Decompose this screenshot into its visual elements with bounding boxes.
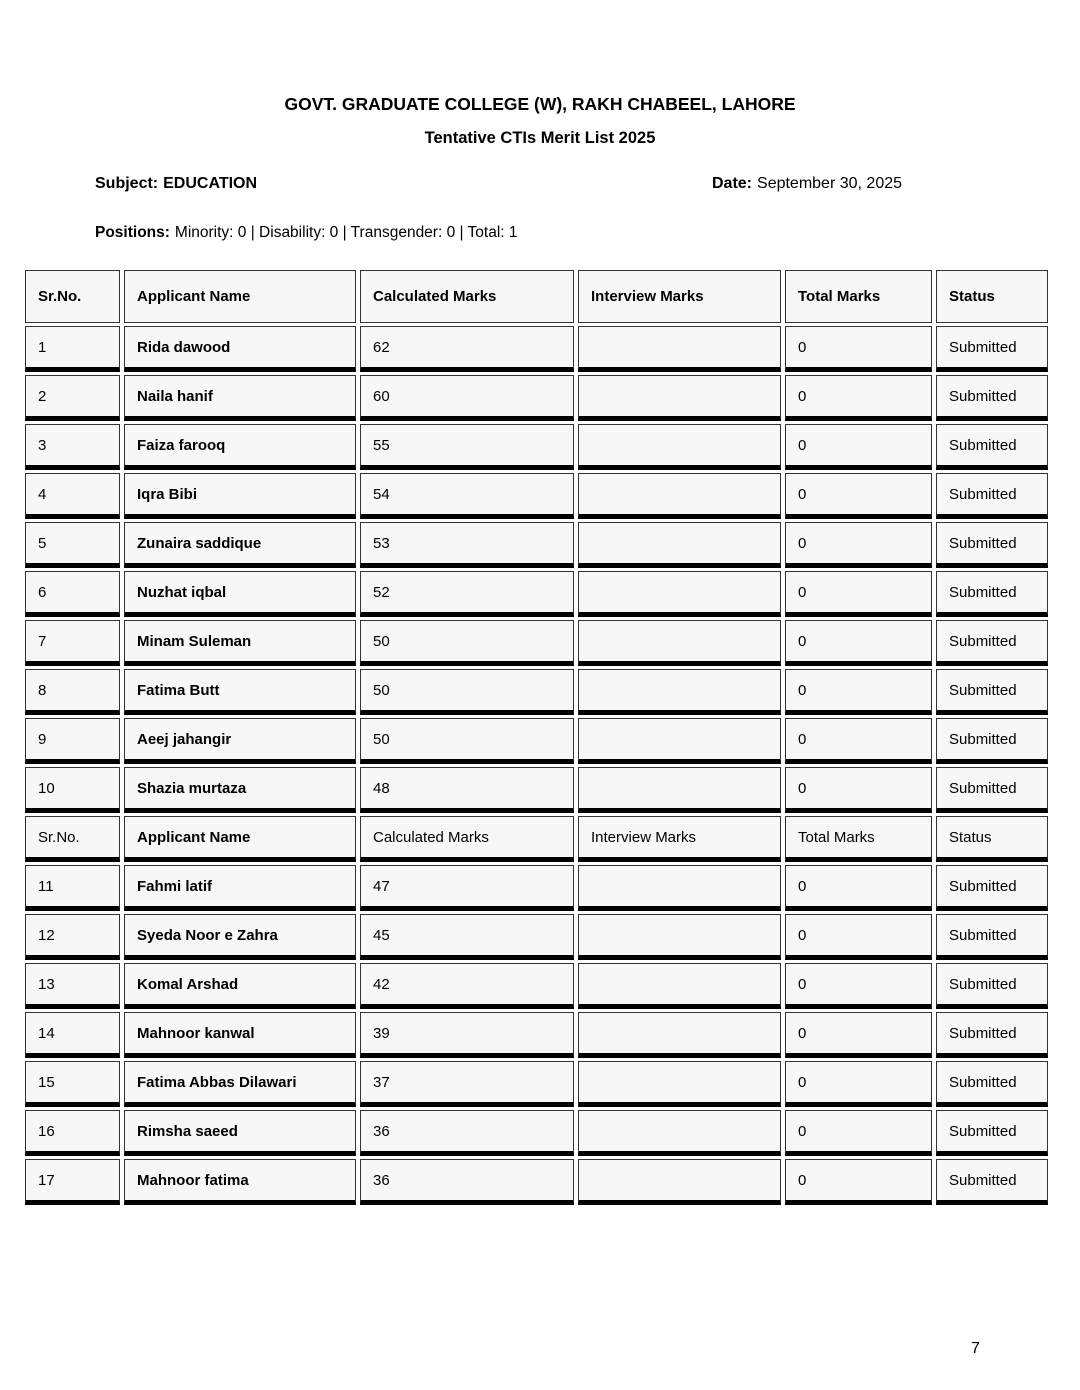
total-marks-cell: 0	[785, 669, 932, 715]
calculated-marks-cell: 50	[360, 718, 574, 764]
interview-marks-cell	[578, 473, 781, 519]
sr-no-cell: 17	[25, 1159, 120, 1205]
calculated-marks-cell: 47	[360, 865, 574, 911]
calculated-marks-cell: 42	[360, 963, 574, 1009]
total-marks-cell: 0	[785, 914, 932, 960]
column-header: Total Marks	[785, 270, 932, 323]
sr-no-cell: 2	[25, 375, 120, 421]
interview-marks-cell	[578, 767, 781, 813]
table-row	[25, 963, 1048, 1009]
interview-marks-cell	[578, 718, 781, 764]
sr-no-cell: 10	[25, 767, 120, 813]
status-cell: Submitted	[936, 1159, 1048, 1205]
table-row	[25, 571, 1048, 617]
interview-marks-cell	[578, 1061, 781, 1107]
calculated-marks-cell: 36	[360, 1110, 574, 1156]
total-marks-cell: 0	[785, 522, 932, 568]
positions-label: Positions:	[95, 224, 170, 241]
applicant-name-cell: Iqra Bibi	[124, 473, 356, 519]
sr-no-cell: 4	[25, 473, 120, 519]
total-marks-cell: 0	[785, 571, 932, 617]
calculated-marks-cell: 39	[360, 1012, 574, 1058]
table-row	[25, 473, 1048, 519]
repeated-column-header: Calculated Marks	[360, 816, 574, 862]
interview-marks-cell	[578, 620, 781, 666]
interview-marks-cell	[578, 1012, 781, 1058]
table-row	[25, 669, 1048, 715]
table-row	[25, 375, 1048, 421]
calculated-marks-cell: 54	[360, 473, 574, 519]
calculated-marks-cell: 62	[360, 326, 574, 372]
subject-label: Subject:	[95, 175, 159, 192]
total-marks-cell: 0	[785, 1110, 932, 1156]
interview-marks-cell	[578, 1159, 781, 1205]
applicant-name-cell: Faiza farooq	[124, 424, 356, 470]
total-marks-cell: 0	[785, 1012, 932, 1058]
repeated-column-header: Sr.No.	[25, 816, 120, 862]
column-header: Calculated Marks	[360, 270, 574, 323]
calculated-marks-cell: 50	[360, 669, 574, 715]
table-row	[25, 914, 1048, 960]
positions-line	[95, 224, 518, 242]
sr-no-cell: 14	[25, 1012, 120, 1058]
calculated-marks-cell: 48	[360, 767, 574, 813]
table-row	[25, 1061, 1048, 1107]
applicant-name-cell: Syeda Noor e Zahra	[124, 914, 356, 960]
status-cell: Submitted	[936, 571, 1048, 617]
status-cell: Submitted	[936, 473, 1048, 519]
sr-no-cell: 6	[25, 571, 120, 617]
applicant-name-cell: Naila hanif	[124, 375, 356, 421]
calculated-marks-cell: 52	[360, 571, 574, 617]
status-cell: Submitted	[936, 865, 1048, 911]
interview-marks-cell	[578, 865, 781, 911]
total-marks-cell: 0	[785, 424, 932, 470]
calculated-marks-cell: 50	[360, 620, 574, 666]
column-header: Sr.No.	[25, 270, 120, 323]
applicant-name-cell: Rida dawood	[124, 326, 356, 372]
table-row	[25, 865, 1048, 911]
applicant-name-cell: Minam Suleman	[124, 620, 356, 666]
subject-value: EDUCATION	[163, 175, 258, 192]
calculated-marks-cell: 53	[360, 522, 574, 568]
interview-marks-cell	[578, 375, 781, 421]
column-header: Applicant Name	[124, 270, 356, 323]
applicant-name-cell: Komal Arshad	[124, 963, 356, 1009]
status-cell: Submitted	[936, 1110, 1048, 1156]
interview-marks-cell	[578, 669, 781, 715]
page-number: 7	[971, 1340, 980, 1357]
applicant-name-cell: Mahnoor fatima	[124, 1159, 356, 1205]
college-title: GOVT. GRADUATE COLLEGE (W), RAKH CHABEEL, LAHORE	[284, 94, 796, 114]
applicant-name-cell: Fatima Abbas Dilawari	[124, 1061, 356, 1107]
interview-marks-cell	[578, 326, 781, 372]
merit-list-table	[21, 267, 1052, 1208]
subject-line	[95, 175, 257, 193]
applicant-name-cell: Zunaira saddique	[124, 522, 356, 568]
applicant-name-cell: Fatima Butt	[124, 669, 356, 715]
calculated-marks-cell: 60	[360, 375, 574, 421]
total-marks-cell: 0	[785, 375, 932, 421]
table-row	[25, 620, 1048, 666]
total-marks-cell: 0	[785, 1061, 932, 1107]
total-marks-cell: 0	[785, 767, 932, 813]
total-marks-cell: 0	[785, 963, 932, 1009]
status-cell: Submitted	[936, 1012, 1048, 1058]
calculated-marks-cell: 36	[360, 1159, 574, 1205]
sr-no-cell: 1	[25, 326, 120, 372]
table-row	[25, 1012, 1048, 1058]
applicant-name-cell: Nuzhat iqbal	[124, 571, 356, 617]
calculated-marks-cell: 45	[360, 914, 574, 960]
column-header: Status	[936, 270, 1048, 323]
total-marks-cell: 0	[785, 718, 932, 764]
status-cell: Submitted	[936, 620, 1048, 666]
total-marks-cell: 0	[785, 1159, 932, 1205]
calculated-marks-cell: 55	[360, 424, 574, 470]
applicant-name-cell: Fahmi latif	[124, 865, 356, 911]
total-marks-cell: 0	[785, 620, 932, 666]
table-header-row	[25, 270, 1048, 323]
interview-marks-cell	[578, 963, 781, 1009]
table-row	[25, 1159, 1048, 1205]
interview-marks-cell	[578, 914, 781, 960]
status-cell: Submitted	[936, 718, 1048, 764]
date-value: September 30, 2025	[757, 175, 903, 192]
status-cell: Submitted	[936, 963, 1048, 1009]
repeated-column-header: Interview Marks	[578, 816, 781, 862]
table-row	[25, 326, 1048, 372]
positions-value: Minority: 0 | Disability: 0 | Transgender: 0 | Total: 1	[174, 224, 518, 241]
applicant-name-cell: Aeej jahangir	[124, 718, 356, 764]
status-cell: Submitted	[936, 326, 1048, 372]
sr-no-cell: 15	[25, 1061, 120, 1107]
interview-marks-cell	[578, 1110, 781, 1156]
sr-no-cell: 16	[25, 1110, 120, 1156]
table-row	[25, 767, 1048, 813]
status-cell: Submitted	[936, 767, 1048, 813]
status-cell: Submitted	[936, 914, 1048, 960]
total-marks-cell: 0	[785, 865, 932, 911]
status-cell: Submitted	[936, 669, 1048, 715]
status-cell: Submitted	[936, 424, 1048, 470]
sr-no-cell: 7	[25, 620, 120, 666]
sr-no-cell: 9	[25, 718, 120, 764]
total-marks-cell: 0	[785, 326, 932, 372]
applicant-name-cell: Shazia murtaza	[124, 767, 356, 813]
calculated-marks-cell: 37	[360, 1061, 574, 1107]
status-cell: Submitted	[936, 522, 1048, 568]
column-header: Interview Marks	[578, 270, 781, 323]
applicant-name-cell: Mahnoor kanwal	[124, 1012, 356, 1058]
sr-no-cell: 12	[25, 914, 120, 960]
interview-marks-cell	[578, 571, 781, 617]
interview-marks-cell	[578, 424, 781, 470]
sr-no-cell: 8	[25, 669, 120, 715]
date-line	[712, 175, 902, 193]
repeated-column-header: Total Marks	[785, 816, 932, 862]
status-cell: Submitted	[936, 375, 1048, 421]
applicant-name-cell: Rimsha saeed	[124, 1110, 356, 1156]
document-subtitle: Tentative CTIs Merit List 2025	[424, 129, 656, 147]
sr-no-cell: 11	[25, 865, 120, 911]
status-cell: Submitted	[936, 1061, 1048, 1107]
table-row	[25, 522, 1048, 568]
sr-no-cell: 5	[25, 522, 120, 568]
table-row	[25, 1110, 1048, 1156]
repeated-column-header: Status	[936, 816, 1048, 862]
date-label: Date:	[712, 175, 753, 192]
table-repeated-header-row	[25, 816, 1048, 862]
total-marks-cell: 0	[785, 473, 932, 519]
table-row	[25, 718, 1048, 764]
sr-no-cell: 13	[25, 963, 120, 1009]
interview-marks-cell	[578, 522, 781, 568]
sr-no-cell: 3	[25, 424, 120, 470]
repeated-column-header: Applicant Name	[124, 816, 356, 862]
merit-table-body	[25, 270, 1048, 1205]
table-row	[25, 424, 1048, 470]
